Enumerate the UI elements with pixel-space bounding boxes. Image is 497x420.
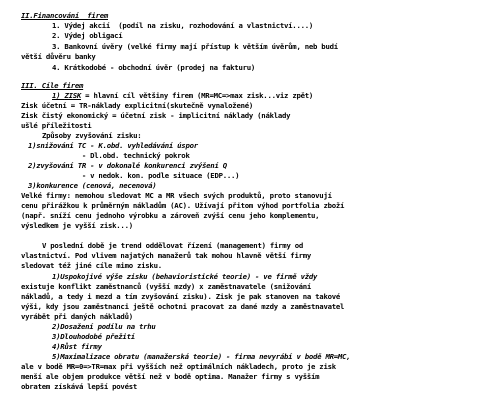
text-line: Velké firmy: nemohou sledovat MC a MR všech svých produktů, proto stanovují [21, 191, 332, 200]
list-item: 2. Výdej obligací [52, 31, 123, 40]
text-line: 3)konkurence (cenová, necenová) [28, 181, 157, 190]
text-line: 3)Dlouhodobé přežití [52, 332, 135, 341]
list-item: 1. Výdej akcií (podíl na zisku, rozhodování a vlastnictví....) [52, 21, 314, 30]
text-line: 4)Růst firmy [52, 342, 102, 351]
text-line: - v nedok. kon. podle situace (EDP...) [28, 171, 240, 180]
text-line: výsledkem je vyšší zisk...) [21, 221, 133, 230]
text-line: vlastnictví. Pod vlivem najatých manažerů tak mohou hlavně větší firmy [21, 251, 312, 260]
text-line: 5)Maximalizace obratu (manažerská teorie) - firma nevyrábí v bodě MR=MC, [52, 352, 351, 361]
text-line: výši, kdy jsou zaměstnanci ještě ochotni pracovat za dané mzdy a zaměstnavatel [21, 302, 345, 311]
section-heading-financovani: II.Financování firem [21, 11, 109, 20]
section-heading-cile: III. Cíle firem [21, 81, 84, 90]
text-line: menší ale objem produkce větší než v bodě optima. Manažer firmy s vyšším [21, 372, 320, 381]
text-line: 2)zvyšování TR - v dokonalé konkurenci zvýšení Q [28, 161, 227, 170]
list-item-continuation: větší důvěru banky [21, 52, 96, 61]
text-line: V poslední době je trend oddělovat řízení (management) firmy od [42, 241, 304, 250]
text-line: 1)snižování TC - K.obd. vyhledávání úspor [28, 141, 198, 150]
text-line: 1)Uspokojivé výše zisku (behavioristické teorie) - ve firmě vždy [52, 272, 318, 281]
zisk-word: ZISK [64, 91, 82, 100]
text-line: - Dl.obd. technický pokrok [28, 151, 190, 160]
text-line: ušlé příležitosti [21, 121, 92, 130]
text-line: (např. sníží cenu jednoho výrobku a zároveň zvýší cenu jeho komplementu, [21, 211, 320, 220]
text-line: Způsoby zvyšování zisku: [42, 131, 142, 140]
list-item: 3. Bankovní úvěry (velké firmy mají přístup k větším úvěrům, neb budí [52, 42, 338, 51]
text-line: obratem získává lepší povést [21, 382, 138, 391]
text-line: 2)Dosažení podílu na trhu [52, 322, 156, 331]
text-line: Zisk čistý ekonomický = účetní zisk - implicitní náklady (náklady [21, 111, 291, 120]
zisk-number: 1) [52, 91, 65, 100]
text-line: nákladů, a tedy i mezd a tím zvyšování zisku). Zisk je pak stanoven na takové [21, 292, 341, 301]
text-line: Zisk účetní = TR-náklady explicitní(skutečně vynaložené) [21, 101, 254, 110]
text-line: existuje konflikt zaměstnanců (vyšší mzdy) x zaměstnavatele (snižování [21, 282, 312, 291]
zisk-definition: = hlavní cíl většiny firem (MR=MC=>max zisk...viz zpět) [81, 91, 314, 100]
zisk-heading [52, 91, 313, 101]
text-line: cenu přirážkou k průměrným nákladům (AC). Užívají přitom výhod portfolia zboží [21, 201, 345, 210]
text-line: ale v bodě MR=0=>TR=max při vyšších než optimálních nákladech, proto je zisk [21, 362, 336, 371]
list-item: 4. Krátkodobé - obchodní úvěr (prodej na fakturu) [52, 63, 256, 72]
text-line: sledovat též jiné cíle mimo zisku. [21, 261, 162, 270]
text-line: vyrábět při daných nákladů) [21, 312, 133, 321]
